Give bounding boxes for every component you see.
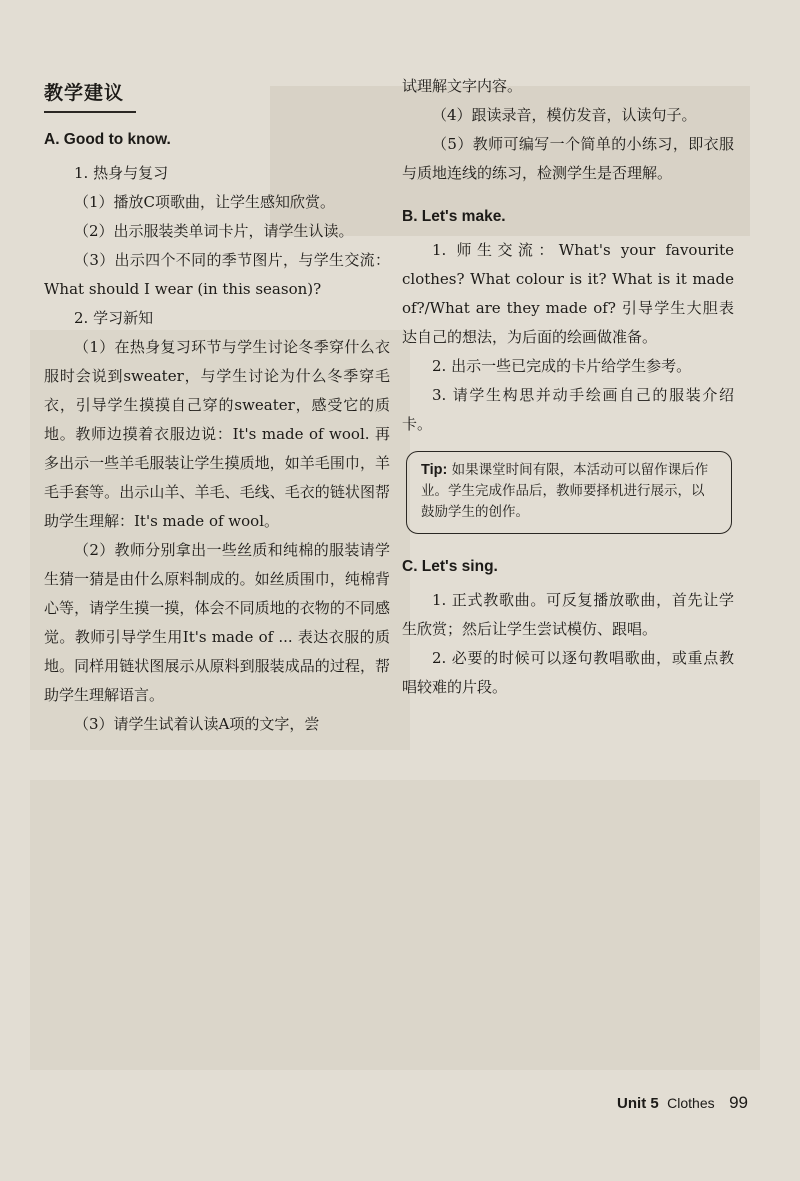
paragraph: 2. 必要的时候可以逐句教唱歌曲，或重点教唱较难的片段。	[402, 649, 734, 696]
paragraph: （2）教师分别拿出一些丝质和纯棉的服装请学生猜一猜是由什么原料制成的。如丝质围巾，纯棉背心等，请学生摸一摸，体会不同质地的衣物的不同感觉。教师引导学生用It's made of ... 表达衣服的质地。同样用链状图展示从原料到服装成品的过程，帮助学生理解语言。	[44, 541, 390, 704]
paragraph: （1）播放C项歌曲，让学生感知欣赏。	[74, 193, 336, 211]
section-b-heading: B. Let's make.	[402, 208, 506, 225]
paragraph: （5）教师可编写一个简单的小练习，即衣服与质地连线的练习，检测学生是否理解。	[402, 135, 734, 182]
paragraph: （4）跟读录音，模仿发音，认读句子。	[432, 106, 697, 124]
paragraph: （2）出示服装类单词卡片，请学生认读。	[74, 222, 354, 240]
paragraph: 3. 请学生构思并动手绘画自己的服装介绍卡。	[402, 386, 734, 433]
paragraph: 1. 正式教歌曲。可反复播放歌曲，首先让学生欣赏；然后让学生尝试模仿、跟唱。	[402, 591, 734, 638]
page-footer	[617, 1093, 748, 1113]
page-number: 99	[729, 1093, 748, 1112]
tip-box	[406, 451, 732, 534]
left-column	[44, 72, 390, 739]
paragraph: 1. 热身与复习	[74, 164, 169, 182]
section-a-heading: A. Good to know.	[44, 131, 171, 148]
paragraph: （3）请学生试着认读A项的文字，尝	[74, 715, 320, 733]
paragraph-continuation: 试理解文字内容。	[402, 77, 523, 95]
paragraph: 2. 学习新知	[74, 309, 154, 327]
bleed-through-area-bottom	[30, 780, 760, 1070]
tip-text: 如果课堂时间有限，本活动可以留作课后作业。学生完成作品后，教师要择机进行展示，以鼓励学生的创作。	[421, 462, 709, 520]
footer-unit: Unit 5	[617, 1095, 659, 1112]
footer-topic: Clothes	[667, 1095, 715, 1111]
section-c-heading: C. Let's sing.	[402, 558, 498, 575]
right-column	[402, 72, 734, 702]
paragraph: 2. 出示一些已完成的卡片给学生参考。	[432, 357, 692, 375]
paragraph: （3）出示四个不同的季节图片，与学生交流：What should I wear (in this season)?	[44, 251, 390, 298]
section-title: 教学建议	[44, 78, 136, 113]
paragraph: （1）在热身复习环节与学生讨论冬季穿什么衣服时会说到sweater，与学生讨论为什么冬季穿毛衣，引导学生摸摸自己穿的sweater，感受它的质地。教师边摸着衣服边说：It's made of wool. 再多出示一些羊毛服装让学生摸质地，如羊毛围巾，羊毛手套等。出示山羊、羊毛、毛线、毛衣的链状图帮助学生理解：It's made of wool。	[44, 338, 390, 530]
paragraph: 1. 师生交流：What's your favourite clothes? What colour is it? What is it made of?/What are they made of? 引导学生大胆表达自己的想法，为后面的绘画做准备。	[402, 241, 734, 346]
tip-label: Tip:	[421, 462, 448, 478]
